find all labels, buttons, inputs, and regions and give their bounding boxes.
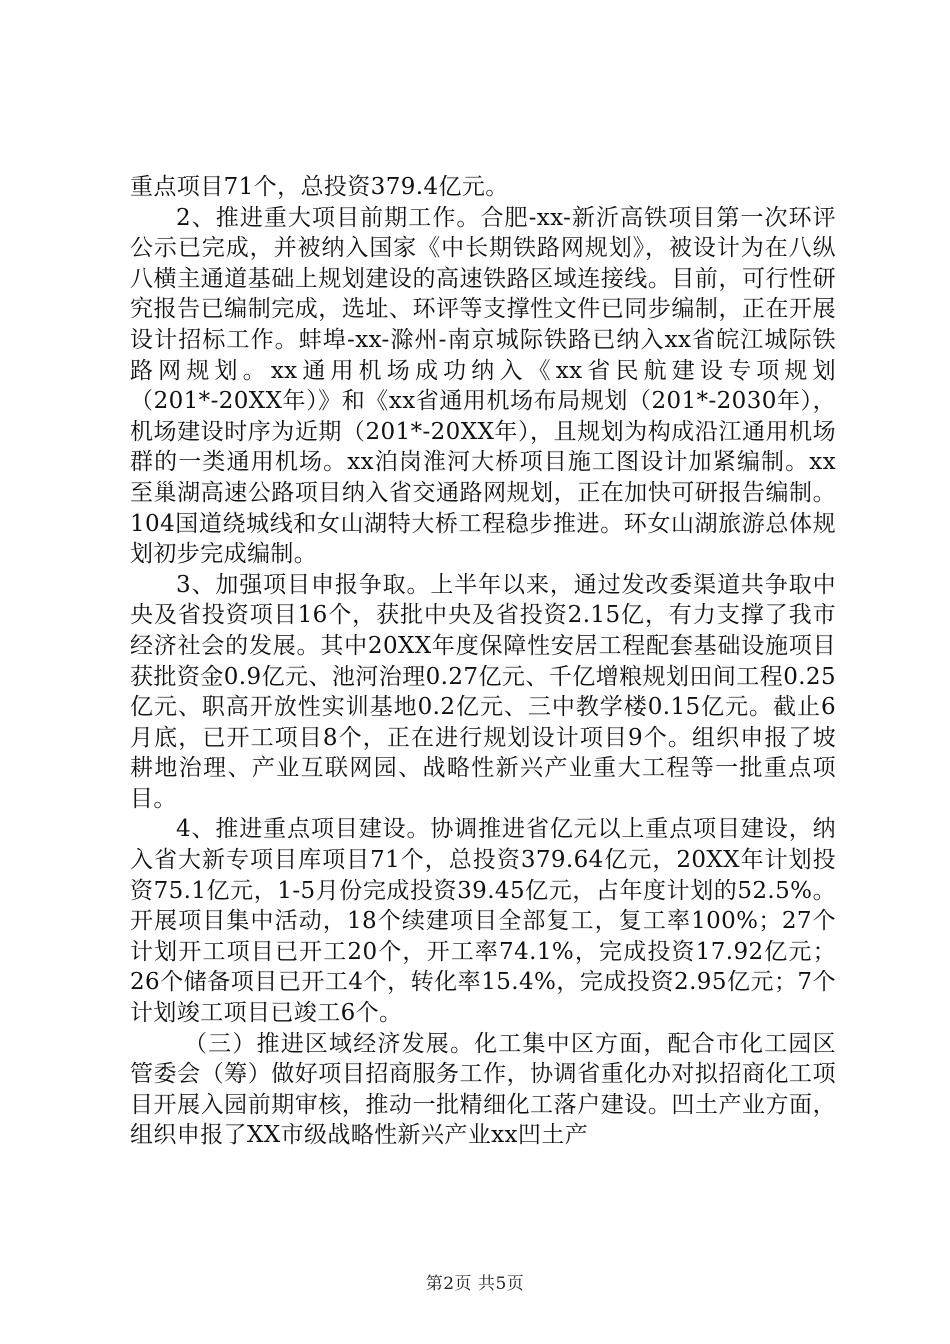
- page-footer: 第2页 共5页: [425, 1274, 525, 1294]
- paragraph-section-3: （三）推进区域经济发展。化工集中区方面，配合市化工园区管委会（筹）做好项目招商服务工作，协调省重化办对拟招商化工项目开展入园前期审核，推动一批精细化工落户建设。凹土产业方面，组织申报了XX市级战略性新兴产业xx凹土产: [130, 1030, 836, 1149]
- paragraph-continuation: 重点项目71个，总投资379.4亿元。: [130, 174, 509, 200]
- paragraph-item-2: 2、推进重大项目前期工作。合肥-xx-新沂高铁项目第一次环评公示已完成，并被纳入国家《中长期铁路网规划》，被设计为在八纵八横主通道基础上规划建设的高速铁路区域连接线。目前，可行性研究报告已编制完成，选址、环评等支撑性文件已同步编制，正在开展设计招标工作。蚌埠-xx-滁州-南京城际铁路已纳入xx省皖江城际铁路网规划。xx通用机场成功纳入《xx省民航建设专项规划（201*-20XX年）》和《xx省通用机场布局规划（201*-2030年），机场建设时序为近期（201*-20XX年），且规划为构成沿江通用机场群的一类通用机场。xx泊岗淮河大桥项目施工图设计加紧编制。xx至巢湖高速公路项目纳入省交通路网规划，正在加快可研报告编制。104国道绕城线和女山湖特大桥工程稳步推进。环女山湖旅游总体规划初步完成编制。: [130, 204, 836, 568]
- paragraph-item-4: 4、推进重点项目建设。协调推进省亿元以上重点项目建设，纳入省大新专项目库项目71个，总投资379.64亿元，20XX年计划投资75.1亿元，1-5月份完成投资39.45亿元，占年度计划的52.5%。开展项目集中活动，18个续建项目全部复工，复工率100%；27个计划开工项目已开工20个，开工率74.1%，完成投资17.92亿元；26个储备项目已开工4个，转化率15.4%，完成投资2.95亿元；7个计划竣工项目已竣工6个。: [130, 816, 836, 1027]
- paragraph-item-3: 3、加强项目申报争取。上半年以来，通过发改委渠道共争取中央及省投资项目16个，获批中央及省投资2.15亿，有力支撑了我市经济社会的发展。其中20XX年度保障性安居工程配套基础设施项目获批资金0.9亿元、池河治理0.27亿元、千亿增粮规划田间工程0.25亿元、职高开放性实训基地0.2亿元、三中教学楼0.15亿元。截止6月底，已开工项目8个，正在进行规划设计项目9个。组织申报了坡耕地治理、产业互联网园、战略性新兴产业重大工程等一批重点项目。: [130, 571, 836, 812]
- document-body: [130, 172, 836, 1151]
